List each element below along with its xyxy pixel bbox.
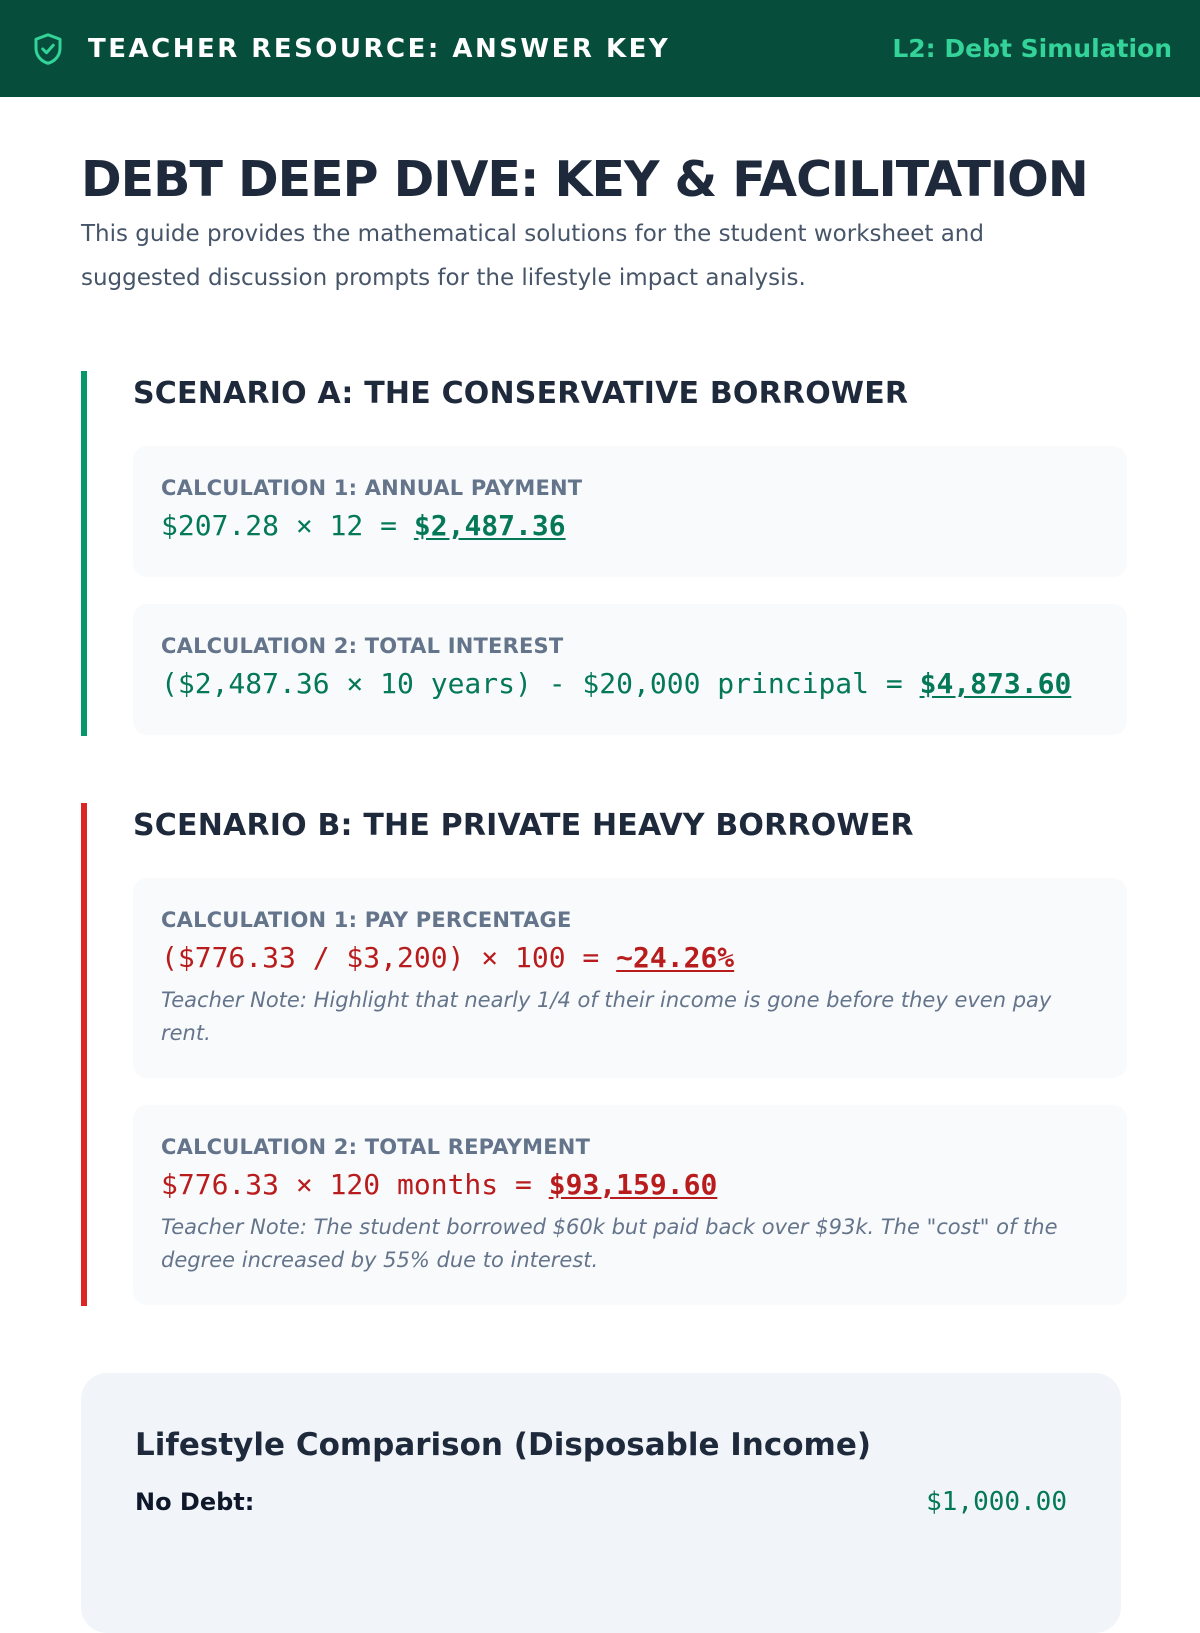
lifestyle-title: Lifestyle Comparison (Disposable Income) [135,1427,872,1463]
scenario-a [81,371,1121,736]
top-header [0,0,1200,97]
scenario-a-title: SCENARIO A: THE CONSERVATIVE BORROWER [133,376,909,411]
calc-answer: $4,873.60 [919,667,1072,700]
calc-expression [161,935,1099,981]
header-title: TEACHER RESOURCE: ANSWER KEY [88,33,671,64]
calc-expression [161,661,1099,707]
calc-label: CALCULATION 1: ANNUAL PAYMENT [161,476,583,500]
calc-expression [161,503,1099,549]
calc-expression [161,1162,1099,1208]
page-title: DEBT DEEP DIVE: KEY & FACILITATION [81,151,1088,208]
calc-formula: $207.28 × 12 = [161,509,414,542]
lifestyle-row [135,1487,1067,1517]
scenario-b-calc-1 [133,878,1127,1078]
calc-label: CALCULATION 2: TOTAL REPAYMENT [161,1135,591,1159]
teacher-note: Teacher Note: Highlight that nearly 1/4 of their income is gone before they even pay rent. [161,988,1052,1045]
teacher-note: Teacher Note: The student borrowed $60k but paid back over $93k. The "cost" of the degree increased by 55% due to interest. [161,1215,1058,1272]
calc-answer: $93,159.60 [548,1168,718,1201]
header-brand [30,31,670,67]
calc-answer: ~24.26% [616,941,735,974]
calc-formula: $776.33 × 120 months = [161,1168,549,1201]
calc-answer: $2,487.36 [413,509,566,542]
calc-label: CALCULATION 1: PAY PERCENTAGE [161,908,572,932]
shield-check-icon [30,31,66,67]
scenario-b-calc-2 [133,1105,1127,1305]
scenario-a-calc-2 [133,604,1127,735]
scenario-a-calc-1 [133,446,1127,577]
page-intro: This guide provides the mathematical solutions for the student worksheet and suggested discussion prompts for the lifestyle impact analysis. [81,221,984,291]
lifestyle-label: No Debt: [135,1488,255,1516]
scenario-b [81,803,1121,1306]
lifestyle-comparison [81,1373,1121,1633]
calc-formula: ($2,487.36 × 10 years) - $20,000 principal = [161,667,920,700]
calc-formula: ($776.33 / $3,200) × 100 = [161,941,617,974]
lesson-tag: L2: Debt Simulation [892,34,1172,63]
main-content [81,150,1121,1633]
scenario-b-title: SCENARIO B: THE PRIVATE HEAVY BORROWER [133,808,914,843]
lifestyle-value: $1,000.00 [926,1487,1067,1517]
calc-label: CALCULATION 2: TOTAL INTEREST [161,634,564,658]
